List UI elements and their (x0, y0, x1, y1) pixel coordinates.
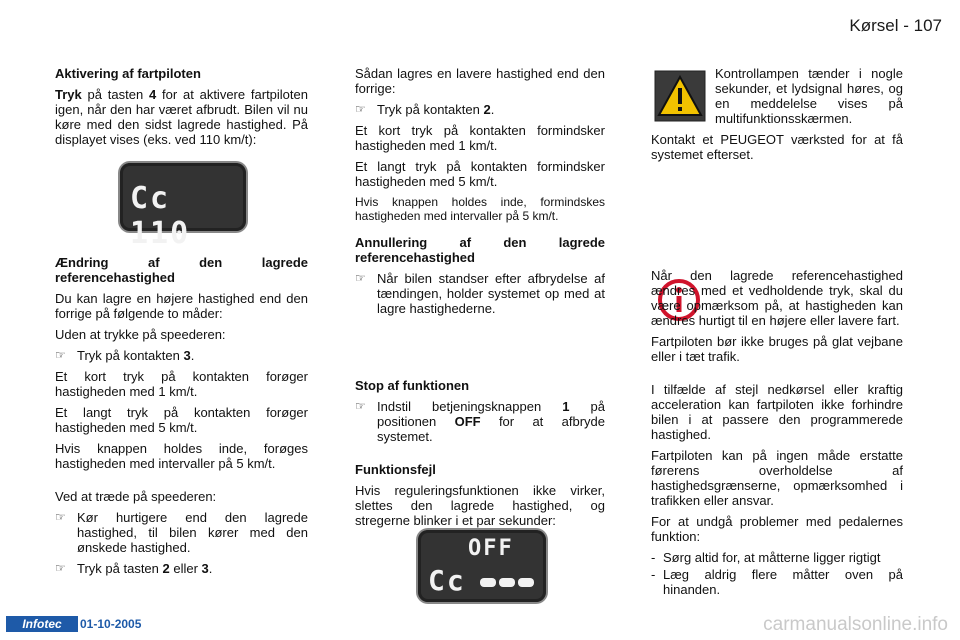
column-2 (355, 66, 605, 534)
text-span: på tasten (81, 87, 149, 102)
display-cc-readout: Cc (428, 564, 466, 597)
paragraph: Et langt tryk på kontakten forøger hastigheden med 5 km/t. (55, 405, 308, 435)
bullet-text (77, 348, 308, 363)
heading-stop: Stop af funktionen (355, 378, 470, 393)
paragraph: Ved at træde på speederen: (55, 489, 217, 504)
paragraph: Kontakt et PEUGEOT værksted for at få systemet efterset. (651, 132, 903, 162)
paragraph: For at undgå problemer med pedalernes funktion: (651, 514, 903, 544)
paragraph-warning: Kontrollampen tænder i nogle sekunder, et lydsignal høres, og en meddelelse vises på multifunktionsskærmen. (715, 66, 903, 126)
dash-text: Sørg altid for, at måtterne ligger rigtigt (663, 550, 881, 565)
paragraph: Hvis reguleringsfunktionen ikke virker, slettes den lagrede hastighed, og stregerne blinker i et par sekunder: (355, 483, 605, 528)
display-readout: Cc 110 (130, 181, 191, 251)
text-span: Tryk på kontakten (77, 348, 184, 363)
pointing-hand-icon: ☞ (55, 561, 66, 575)
key-number: 4 (148, 87, 157, 102)
bullet-item (355, 102, 605, 117)
paragraph-activation (55, 87, 308, 147)
heading-change: Ændring af den lagrede referencehastighed (55, 255, 308, 285)
dash-segment (518, 578, 534, 587)
dash-marker: - (651, 567, 656, 582)
paragraph: Et kort tryk på kontakten forøger hastigheden med 1 km/t. (55, 369, 308, 399)
paragraph: Hvis knappen holdes inde, formindskes hastigheden med intervaller på 5 km/t. (355, 195, 605, 223)
bullet-item (55, 561, 308, 576)
spacer (651, 370, 903, 382)
heading-cancel: Annullering af den lagrede referencehastighed (355, 235, 605, 265)
spacer (355, 450, 605, 462)
key-number: 3 (183, 348, 191, 363)
paragraph-info: Når den lagrede referencehastighed ændres med et vedholdende tryk, skal du være opmærksom på, at hastigheden kan ændres hurtigt til en højere eller lavere fart. (651, 268, 903, 328)
footer-date: 01-10-2005 (80, 617, 142, 631)
bullet-item (355, 399, 605, 444)
pointing-hand-icon: ☞ (355, 102, 366, 116)
paragraph: Et langt tryk på kontakten formindsker hastigheden med 5 km/t. (355, 159, 605, 189)
display-cc-110 (120, 163, 246, 251)
text-span: Indstil betjeningsknappen (377, 399, 563, 414)
infotec-logo: Infotec (6, 616, 78, 632)
bullet-text (77, 561, 308, 576)
text-span: for at afbryde systemet. (377, 414, 605, 444)
text-span: . (490, 102, 495, 117)
heading-activation: Aktivering af fartpiloten (55, 66, 201, 81)
text-span: Tryk på tasten (77, 561, 163, 576)
spacer (651, 168, 903, 268)
key-number: 2 (162, 561, 170, 576)
dash-item (651, 567, 903, 597)
paragraph: Du kan lagre en højere hastighed end den forrige på følgende to måder: (55, 291, 308, 321)
key-number: 1 (562, 399, 570, 414)
page-number: 107 (913, 16, 942, 35)
paragraph: Fartpiloten bør ikke bruges på glat vejbane eller i tæt trafik. (651, 334, 903, 364)
column-1 (55, 66, 308, 582)
bullet-text: Kør hurtigere end den lagrede hastighed, til bilen kører med den ønskede hastighed. (77, 510, 308, 555)
text-span: . (208, 561, 213, 576)
text-span: Tryk på kontakten (377, 102, 484, 117)
dash-segment (480, 578, 496, 587)
page-header (849, 16, 942, 36)
paragraph: Hvis knappen holdes inde, forøges hastigheden med intervaller på 5 km/t. (55, 441, 308, 471)
dash-marker: - (651, 550, 656, 565)
bold-press: Tryk (55, 87, 82, 102)
watermark-url: carmanualsonline.info (763, 614, 948, 635)
text-span: på positionen (377, 399, 605, 429)
paragraph: Et kort tryk på kontakten formindsker hastigheden med 1 km/t. (355, 123, 605, 153)
bullet-item (55, 510, 308, 555)
spacer (355, 322, 605, 378)
column-3 (651, 66, 903, 599)
paragraph: I tilfælde af stejl nedkørsel eller kraftig acceleration kan fartpiloten ikke forhindre bilen i at passere den programmerede hastighed. (651, 382, 903, 442)
text-span: for at aktivere fartpiloten igen, når den har været afbrudt. Bilen vil nu køre med den sidst lagrede hastighed. På displayet vises (eks. ved 110 km/t): (55, 87, 308, 147)
pointing-hand-icon: ☞ (55, 348, 66, 362)
text-span: . (190, 348, 195, 363)
bullet-text (377, 399, 605, 444)
heading-fault: Funktionsfejl (355, 462, 436, 477)
section-title: Kørsel - (849, 16, 909, 35)
bullet-item (355, 271, 605, 316)
bullet-text: Når bilen standser efter afbrydelse af tændingen, holder systemet op med at lagre hastighederne. (377, 271, 605, 316)
dash-text: Læg aldrig flere måtter oven på hinanden. (663, 567, 903, 597)
text-span: eller (169, 561, 202, 576)
dash-item (651, 550, 903, 565)
dash-segments (480, 574, 534, 592)
paragraph: Sådan lagres en lavere hastighed end den forrige: (355, 66, 605, 96)
paragraph: Uden at trykke på speederen: (55, 327, 226, 342)
key-number: 2 (483, 102, 491, 117)
display-off-readout: OFF (468, 536, 514, 561)
bullet-text (377, 102, 605, 117)
bullet-item (55, 348, 308, 363)
pointing-hand-icon: ☞ (355, 399, 366, 413)
display-off-cc (418, 530, 546, 602)
pointing-hand-icon: ☞ (55, 510, 66, 524)
off-label: OFF (454, 414, 481, 429)
key-number: 3 (201, 561, 209, 576)
pointing-hand-icon: ☞ (355, 271, 366, 285)
spacer (55, 477, 308, 489)
dash-segment (499, 578, 515, 587)
paragraph: Fartpiloten kan på ingen måde erstatte førerens overholdelse af hastighedsgrænserne, opmærksomhed i trafikken eller ansvar. (651, 448, 903, 508)
